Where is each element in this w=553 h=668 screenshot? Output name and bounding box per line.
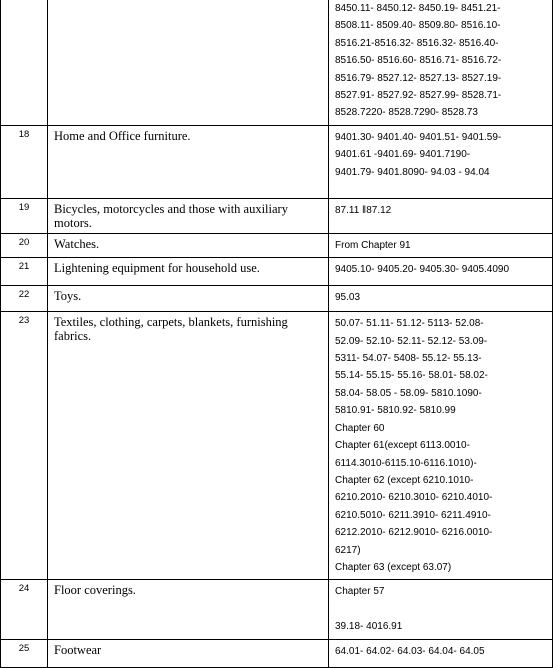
item-number: 25 — [1, 639, 48, 667]
item-number: 21 — [1, 258, 48, 286]
item-description: Floor coverings. — [48, 580, 329, 639]
item-description: Home and Office furniture. — [48, 125, 329, 198]
item-number: 23 — [1, 312, 48, 580]
item-hs-codes: 8450.11- 8450.12- 8450.19- 8451.21- 8508.11- 8509.40- 8509.80- 8516.10- 8516.21-8516.32- 8516.32- 8516.40- 8516.50- 8516.60- 8516.71- 8516.72- 8516.79- 8527.12- 8527.13- 8527.19- 8527.91- 8527.92- 8527.99- 8528.71- 8528.7220- 8528.7290- 8528.73 — [329, 0, 553, 125]
table-row — [1, 639, 553, 667]
item-description: Textiles, clothing, carpets, blankets, furnishing fabrics. — [48, 312, 329, 580]
item-hs-codes: 9405.10- 9405.20- 9405.30- 9405.4090 — [329, 258, 553, 286]
item-description: Lightening equipment for household use. — [48, 258, 329, 286]
item-number — [1, 0, 48, 125]
item-description: Watches. — [48, 233, 329, 257]
item-description: Bicycles, motorcycles and those with auxiliary motors. — [48, 198, 329, 233]
item-hs-codes: 9401.30- 9401.40- 9401.51- 9401.59- 9401.61 -9401.69- 9401.7190- 9401.79- 9401.8090- 94.03 - 94.04 — [329, 125, 553, 198]
item-description: Toys. — [48, 286, 329, 312]
table-row — [1, 198, 553, 233]
item-hs-codes: 64.01- 64.02- 64.03- 64.04- 64.05 — [329, 639, 553, 667]
item-description — [48, 0, 329, 125]
item-description: Footwear — [48, 639, 329, 667]
item-number: 22 — [1, 286, 48, 312]
item-number: 19 — [1, 198, 48, 233]
item-hs-codes: Chapter 57 39.18- 4016.91 — [329, 580, 553, 639]
item-hs-codes: From Chapter 91 — [329, 233, 553, 257]
table-row — [1, 233, 553, 257]
item-hs-codes: 50.07- 51.11- 51.12- 5113- 52.08- 52.09- 52.10- 52.11- 52.12- 53.09- 5311- 54.07- 5408- 55.12- 55.13- 55.14- 55.15- 55.16- 58.01- 58.02- 58.04- 58.05 - 58.09- 5810.1090- 5810.91- 5810.92- 5810.99 Chapter 60 Chapter 61(except 6113.0010- 6114.3010-6115.10-6116.1010)- Chapter 62 (except 6210.1010- 6210.2010- 6210.3010- 6210.4010- 6210.5010- 6211.3910- 6211.4910- 6212.2010- 6212.9010- 6216.0010- 6217) Chapter 63 (except 63.07) — [329, 312, 553, 580]
item-number: 20 — [1, 233, 48, 257]
table-row — [1, 0, 553, 125]
item-hs-codes: 95.03 — [329, 286, 553, 312]
item-hs-codes: 87.11 ‖87.12 — [329, 198, 553, 233]
table-row — [1, 286, 553, 312]
table-row — [1, 258, 553, 286]
table-row — [1, 580, 553, 639]
item-number: 18 — [1, 125, 48, 198]
table-row — [1, 312, 553, 580]
item-number: 24 — [1, 580, 48, 639]
table-row — [1, 125, 553, 198]
